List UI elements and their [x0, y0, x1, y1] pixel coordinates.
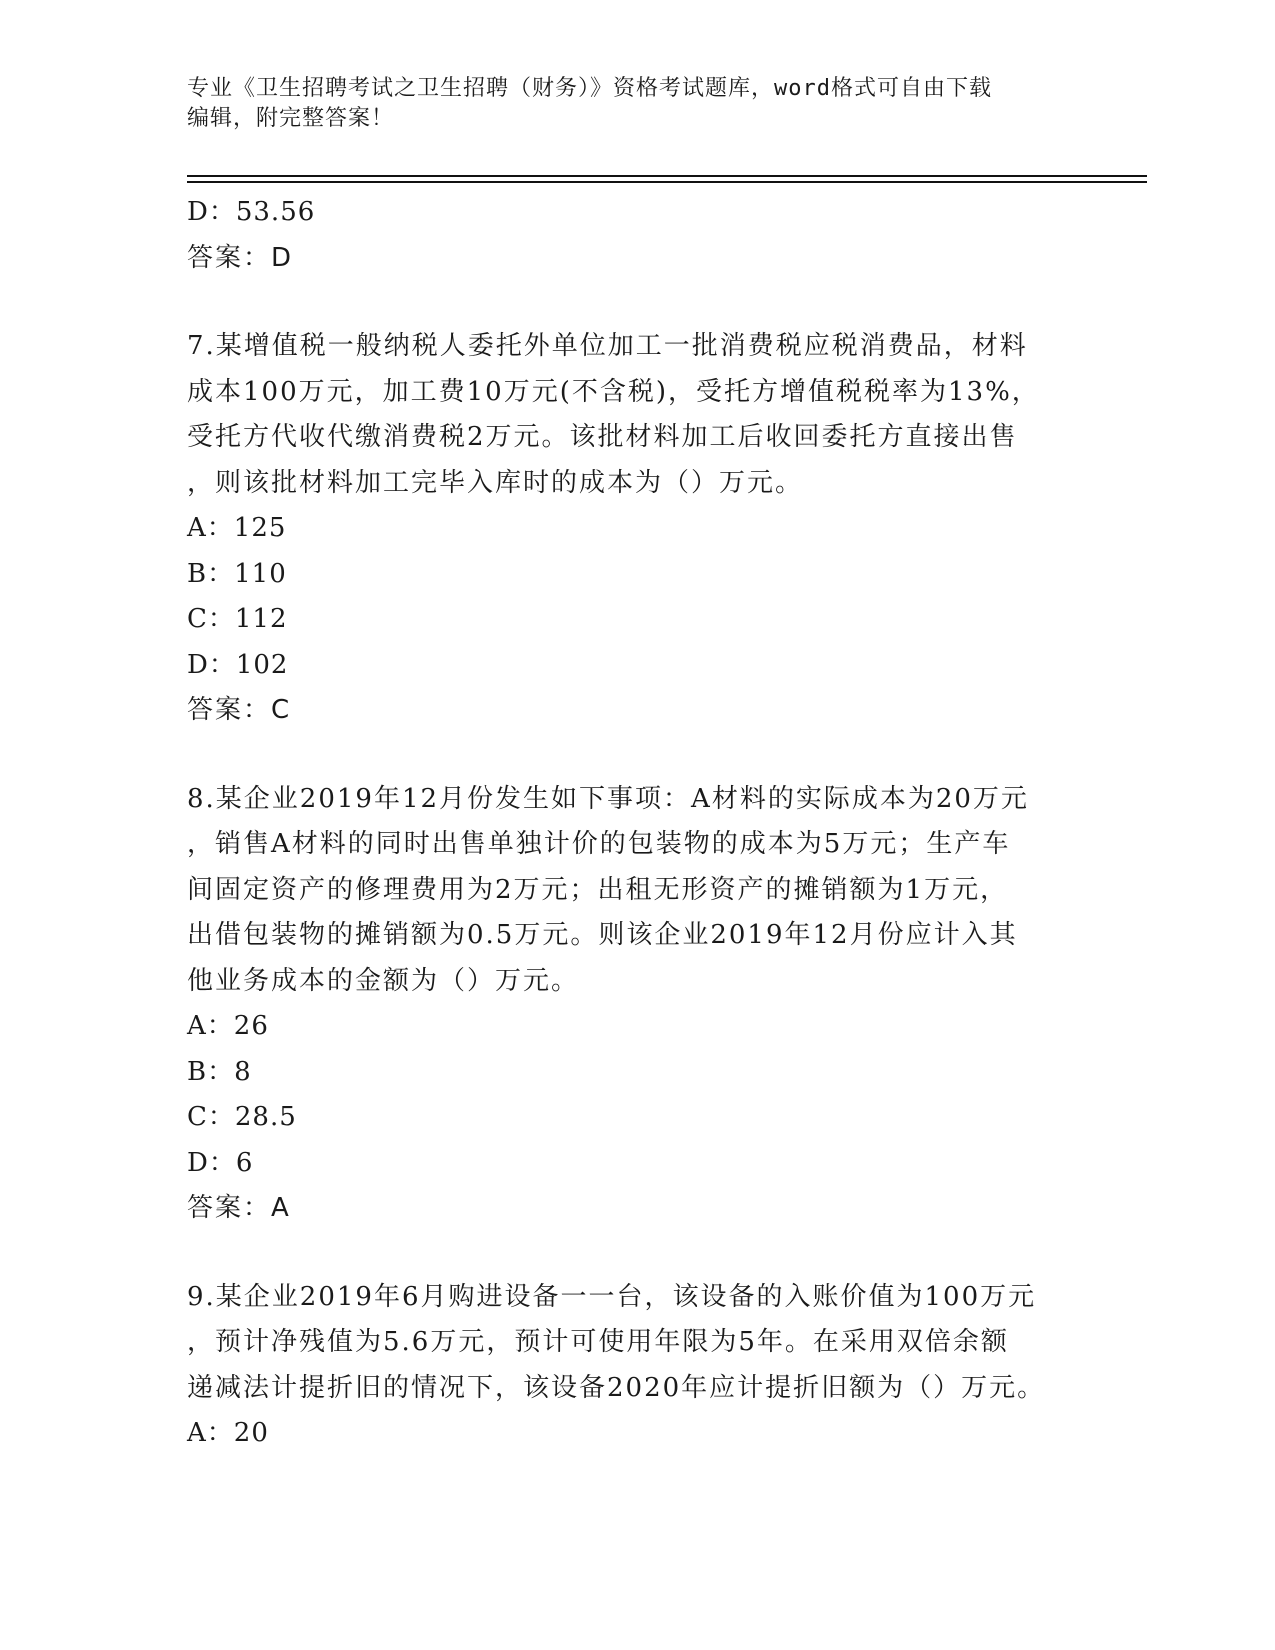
header-line-2: 编辑，附完整答案！	[187, 106, 395, 131]
question-9-option-a: A：20	[187, 1418, 269, 1448]
question-8-line: 8.某企业2019年12月份发生如下事项：A材料的实际成本为20万元	[187, 783, 1029, 814]
question-7-option-b: B：110	[187, 558, 287, 589]
question-spacer	[187, 1232, 1087, 1275]
question-8-option-a: A：26	[187, 1011, 269, 1041]
question-8-option-b: B：8	[187, 1056, 252, 1087]
question-7-line: 受托方代收代缴消费税2万元。该批材料加工后收回委托方直接出售	[187, 422, 1018, 452]
question-7-line: 7.某增值税一般纳税人委托外单位加工一批消费税应税消费品，材料	[187, 331, 1028, 361]
question-9-line: ，预计净残值为5.6万元，预计可使用年限为5年。在采用双倍余额	[187, 1327, 1009, 1357]
question-7-line: ，则该批材料加工完毕入库时的成本为（）万元。	[187, 467, 804, 498]
question-7-option-a: A：125	[187, 513, 287, 543]
prev-option-d: D：53.56	[187, 197, 316, 227]
question-8-line: 他业务成本的金额为（）万元。	[187, 965, 580, 996]
question-7-option-c: C：112	[187, 604, 288, 634]
question-7-answer: 答案：C	[187, 695, 292, 725]
question-spacer	[187, 734, 1087, 777]
header-line-1: 专业《卫生招聘考试之卫生招聘（财务）》资格考试题库，word格式可自由下载	[187, 76, 992, 101]
document-header	[187, 74, 1067, 134]
question-9-line: 递减法计提折旧的情况下，该设备2020年应计提折旧额为（）万元。	[187, 1372, 1046, 1403]
question-8-option-d: D：6	[187, 1147, 254, 1178]
question-9	[187, 1275, 1087, 1457]
question-8	[187, 777, 1087, 1232]
question-spacer	[187, 281, 1087, 324]
question-8-line: ，销售A材料的同时出售单独计价的包装物的成本为5万元；生产车	[187, 829, 1011, 859]
question-7	[187, 324, 1087, 734]
question-8-line: 出借包装物的摊销额为0.5万元。则该企业2019年12月份应计入其	[187, 920, 1018, 950]
question-7-line: 成本100万元，加工费10万元(不含税)，受托方增值税税率为13%，	[187, 376, 1040, 407]
question-content	[187, 190, 1087, 1457]
header-divider-top	[187, 175, 1147, 177]
header-divider-bottom	[187, 181, 1147, 183]
question-8-answer: 答案：A	[187, 1193, 291, 1223]
prev-answer: 答案：D	[187, 242, 294, 273]
question-7-option-d: D：102	[187, 649, 289, 680]
question-9-line: 9.某企业2019年6月购进设备一一台，该设备的入账价值为100万元	[187, 1281, 1037, 1312]
question-8-line: 间固定资产的修理费用为2万元；出租无形资产的摊销额为1万元，	[187, 874, 1009, 905]
question-8-option-c: C：28.5	[187, 1102, 297, 1132]
